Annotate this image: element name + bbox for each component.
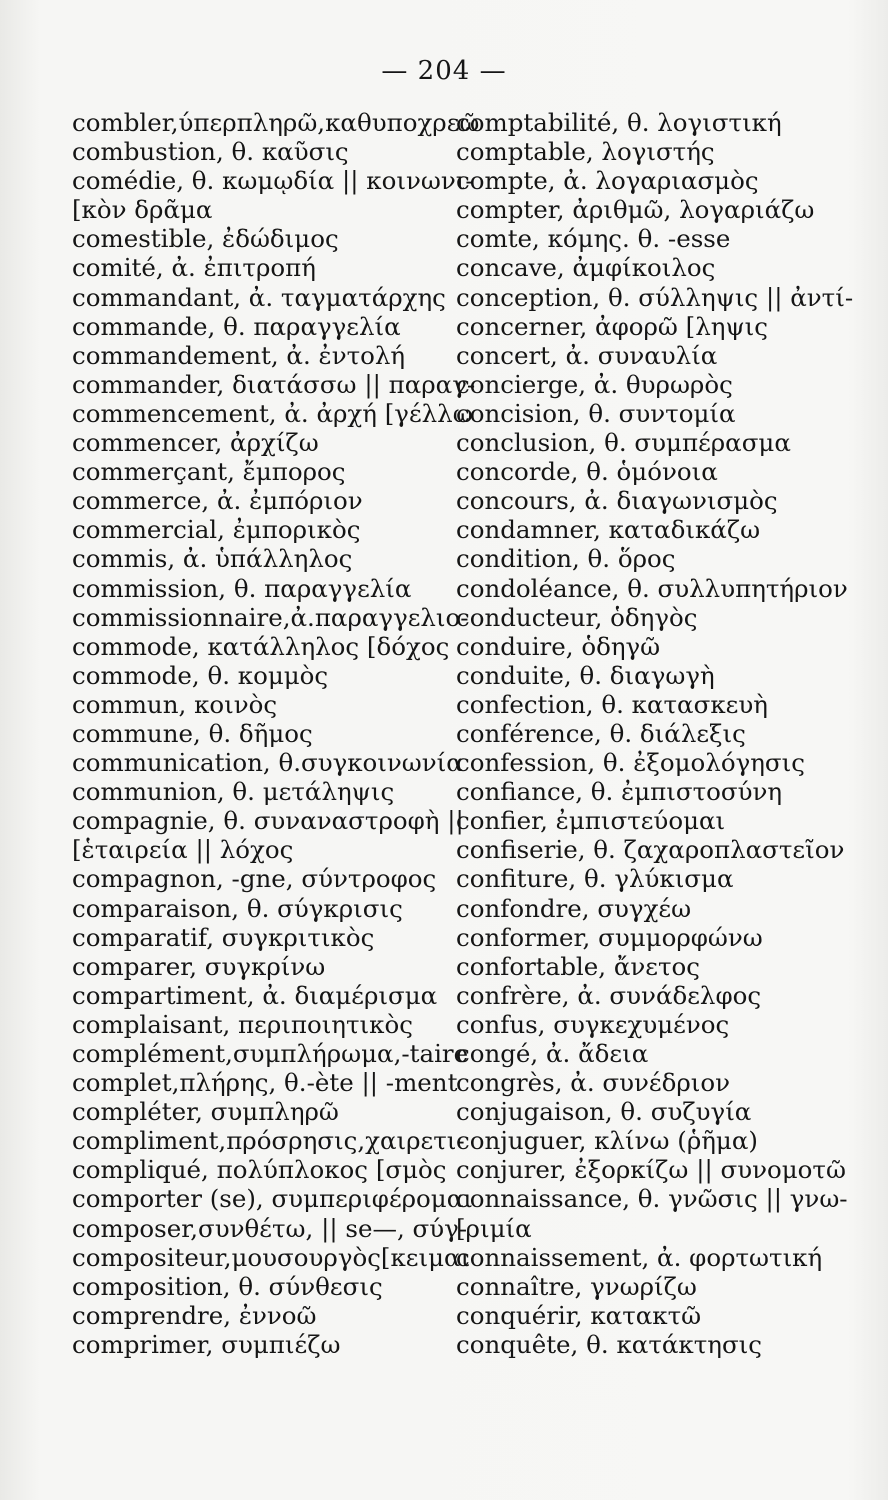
dictionary-entry: complaisant, περιποιητικὸς (72, 1009, 413, 1039)
dictionary-entry: connaissement, ἀ. φορτωτική (456, 1242, 823, 1272)
dictionary-entry: commune, θ. δῆμος (72, 718, 313, 748)
dictionary-entry: conjuguer, κλίνω (ῥῆμα) (456, 1126, 758, 1156)
dictionary-entry: concierge, ἀ. θυρωρὸς (456, 369, 733, 399)
dictionary-entry: confortable, ἄνετος (456, 951, 700, 981)
dictionary-entry: connaître, γνωρίζω (456, 1271, 697, 1301)
dictionary-entry: conclusion, θ. συμπέρασμα (456, 428, 791, 458)
dictionary-entry: comptabilité, θ. λογιστική (456, 108, 782, 137)
dictionary-entry: commis, ἀ. ὑπάλληλος (72, 544, 353, 574)
right-column (456, 108, 856, 1359)
dictionary-entry: conduire, ὁδηγῶ (456, 631, 661, 661)
dictionary-entry: commandant, ἀ. ταγματάρχης (72, 282, 446, 312)
dictionary-entry: composer,συνθέτω, || se—, σύγ- (72, 1213, 468, 1243)
dictionary-entry: concours, ἀ. διαγωνισμὸς (456, 486, 778, 516)
dictionary-entry: conférence, θ. διάλεξις (456, 718, 746, 748)
dictionary-entry: commun, κοινὸς (72, 689, 278, 719)
dictionary-entry: conception, θ. σύλληψις || ἀντί- (456, 282, 854, 312)
dictionary-entry: conducteur, ὁδηγὸς (456, 602, 698, 632)
page-number: — 204 — (381, 56, 507, 86)
dictionary-entry: conjugaison, θ. συζυγία (456, 1097, 752, 1127)
dictionary-entry: conjurer, ἐξορκίζω || συνομοτῶ (456, 1155, 846, 1185)
dictionary-entry: compositeur,μουσουργὸς[κειμαι (72, 1242, 471, 1272)
dictionary-entry: conquête, θ. κατάκτησις (456, 1329, 763, 1359)
dictionary-entry: compte, ἀ. λογαριασμὸς (456, 166, 759, 196)
dictionary-entry: commandement, ἀ. ἐντολή (72, 340, 406, 370)
dictionary-entry: compagnon, -gne, σύντροφος (72, 864, 437, 894)
dictionary-entry: condoléance, θ. συλλυπητήριον (456, 573, 848, 603)
dictionary-entry: commencement, ἀ. ἀρχή [γέλλω (72, 398, 473, 428)
dictionary-entry: confession, θ. ἐξομολόγησις (456, 748, 805, 778)
dictionary-entry: comité, ἀ. ἐπιτροπή (72, 253, 316, 283)
dictionary-entry: comédie, θ. κωμῳδία || κοινωνι- (72, 166, 474, 196)
dictionary-entry: compagnie, θ. συναναστροφὴ || (72, 806, 464, 836)
dictionary-entry: concert, ἀ. συναυλία (456, 340, 718, 370)
dictionary-entry: condamner, καταδικάζω (456, 515, 761, 545)
dictionary-entry: [κὸν δρᾶμα (72, 195, 213, 225)
dictionary-entry: combler,ύπερπληρῶ,καθυποχρεῶ (72, 108, 480, 137)
dictionary-entry: concave, ἀμφίκοιλος (456, 253, 716, 283)
dictionary-entry: [ἑταιρεία || λόχος (72, 835, 294, 865)
dictionary-entry: confus, συγκεχυμένος (456, 1009, 730, 1039)
dictionary-entry: comprimer, συμπιέζω (72, 1329, 341, 1359)
dictionary-entry: communication, θ.συγκοινωνία (72, 748, 463, 778)
dictionary-entry: compléter, συμπληρῶ (72, 1097, 339, 1127)
dictionary-entry: congrès, ἀ. συνέδριον (456, 1068, 731, 1098)
dictionary-entry: commode, κατάλληλος [δόχος (72, 631, 450, 661)
dictionary-entry: commercial, ἐμπορικὸς (72, 515, 361, 545)
dictionary-entry: confiserie, θ. ζαχαροπλαστεῖον (456, 835, 845, 865)
dictionary-entry: conduite, θ. διαγωγὴ (456, 660, 715, 690)
dictionary-entry: confiance, θ. ἐμπιστοσύνη (456, 777, 783, 807)
dictionary-entry: confondre, συγχέω (456, 893, 692, 923)
dictionary-entry: comparer, συγκρίνω (72, 951, 326, 981)
dictionary-entry: comprendre, ἐννοῶ (72, 1300, 317, 1330)
dictionary-entry: confier, ἐμπιστεύομαι (456, 806, 726, 836)
dictionary-entry: commode, θ. κομμὸς (72, 660, 329, 690)
dictionary-entry: comparatif, συγκριτικὸς (72, 922, 375, 952)
dictionary-entry: comporter (se), συμπεριφέρομαι (72, 1184, 473, 1214)
dictionary-entry: compliqué, πολύπλοκος [σμὸς (72, 1155, 447, 1185)
dictionary-entry: congé, ἀ. ἄδεια (456, 1039, 649, 1068)
dictionary-entry: confection, θ. κατασκευὴ (456, 689, 768, 719)
dictionary-entry: combustion, θ. καῦσις (72, 137, 349, 167)
dictionary-entry: commission, θ. παραγγελία (72, 573, 412, 603)
dictionary-entry: condition, θ. ὅρος (456, 544, 676, 574)
dictionary-entry: concerner, ἀφορῶ [ληψις (456, 311, 768, 341)
dictionary-entry: commande, θ. παραγγελία (72, 311, 401, 341)
dictionary-entry: comestible, ἐδώδιμος (72, 224, 339, 254)
dictionary-entry: commencer, ἀρχίζω (72, 428, 319, 458)
dictionary-entry: commerçant, ἔμπορος (72, 457, 346, 487)
left-column (72, 108, 480, 1359)
dictionary-entry: concorde, θ. ὁμόνοια (456, 457, 718, 487)
dictionary-entry: commerce, ἀ. ἐμπόριον (72, 486, 363, 516)
dictionary-entry: composition, θ. σύνθεσις (72, 1271, 383, 1301)
dictionary-entry: conquérir, κατακτῶ (456, 1300, 702, 1330)
dictionary-entry: confiture, θ. γλύκισμα (456, 864, 734, 894)
dictionary-entry: comptable, λογιστής (456, 137, 715, 167)
dictionary-entry: concision, θ. συντομία (456, 398, 736, 428)
dictionary-entry: connaissance, θ. γνῶσις || γνω- (456, 1184, 848, 1214)
dictionary-entry: complet,πλήρης, θ.-ète || -ment (72, 1068, 458, 1098)
dictionary-entry: commissionnaire,ἀ.παραγγελιο- (72, 602, 469, 632)
dictionary-entry: commander, διατάσσω || παραγ- (72, 369, 476, 399)
dictionary-entry: comparaison, θ. σύγκρισις (72, 893, 403, 923)
dictionary-entry: confrère, ἀ. συνάδελφος (456, 980, 762, 1010)
dictionary-entry: compartiment, ἀ. διαμέρισμα (72, 980, 438, 1010)
dictionary-entry: complément,συμπλήρωμα,-taire (72, 1039, 469, 1068)
dictionary-entry: compter, ἀριθμῶ, λογαριάζω (456, 195, 815, 225)
dictionary-entry: conformer, συμμορφώνω (456, 922, 763, 952)
dictionary-entry: compliment,πρόσρησις,χαιρετι- (72, 1126, 465, 1156)
dictionary-entry: [ριμία (456, 1213, 532, 1243)
dictionary-entry: comte, κόμης. θ. -esse (456, 224, 731, 254)
dictionary-entry: communion, θ. μετάληψις (72, 777, 395, 807)
